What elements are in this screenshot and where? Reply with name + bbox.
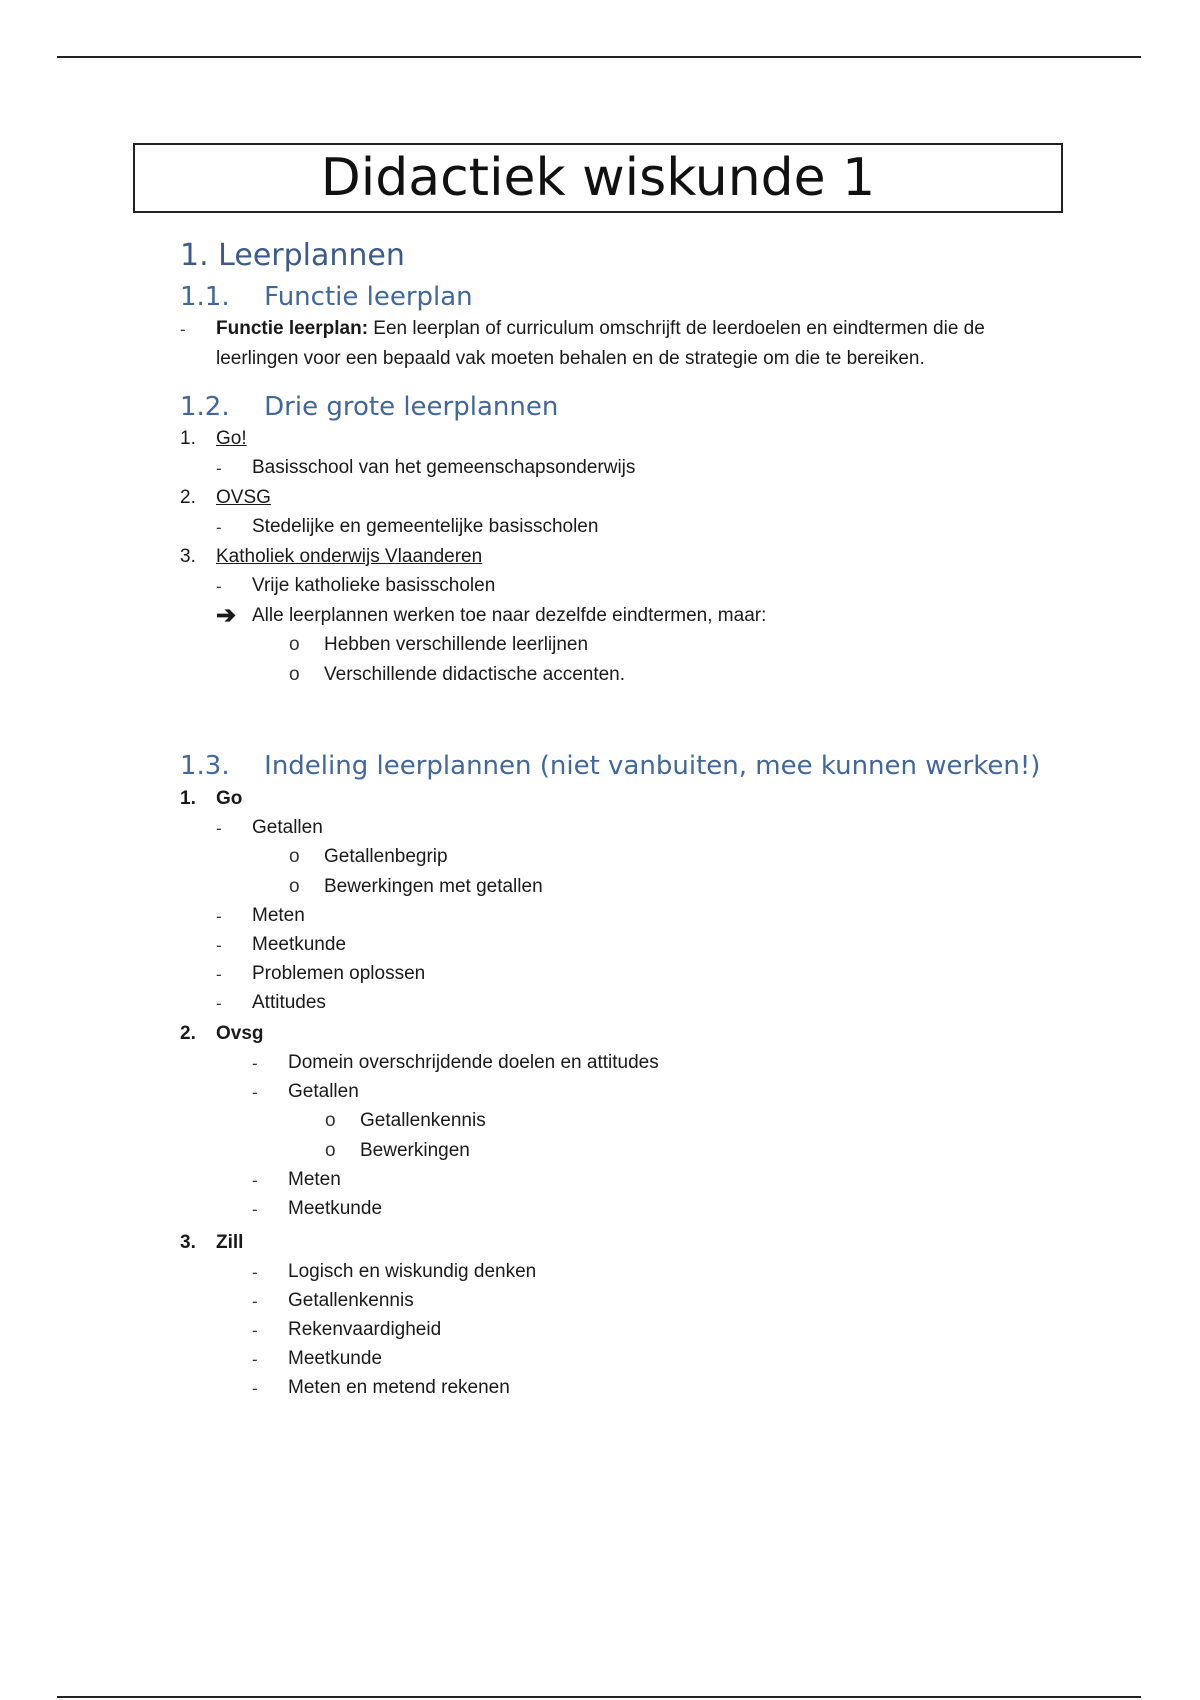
bullet-dash: - [252,1292,258,1311]
arrow-sub-item: Verschillende didactische accenten. [324,664,626,685]
bullet-dash: - [216,907,222,926]
bullet-dash: - [252,1200,258,1219]
definition-text: Een leerplan of curriculum omschrijft de leerdoelen en eindtermen die de [368,318,985,339]
ovsg-item: Meten [288,1169,341,1190]
zill-item: Rekenvaardigheid [288,1319,442,1340]
ovsg-item: Domein overschrijdende doelen en attitudes [288,1052,659,1073]
bullet-dash: - [216,965,222,984]
section-title: Drie grote leerplannen [264,392,559,422]
section-1-heading [180,238,405,273]
section-title: Functie leerplan [264,282,473,312]
header-rule [57,56,1141,58]
document-title: Didactiek wiskunde 1 [133,143,1063,213]
bullet-circle: o [289,634,300,655]
list-number: 3. [180,1232,196,1253]
bullet-dash: - [252,1379,258,1398]
go-item: Getallen [252,817,323,838]
section-title: Indeling leerplannen (niet vanbuiten, mee kunnen werken!) [264,751,1041,781]
zill-heading: Zill [216,1232,244,1253]
bullet-dash: - [252,1054,258,1073]
list-number: 1. [180,788,196,809]
bullet-circle: o [289,876,300,897]
bullet-dash: - [252,1171,258,1190]
bullet-dash: - [216,459,222,478]
zill-item: Meetkunde [288,1348,383,1369]
go-sub-item: Bewerkingen met getallen [324,876,543,897]
go-item: Problemen oplossen [252,963,426,984]
bullet-dash: - [216,994,222,1013]
go-item: Meten [252,905,305,926]
section-number: 1.3. [180,751,230,781]
bullet-circle: o [289,664,300,685]
arrow-right-icon: ➔ [216,602,237,629]
definition-line-1 [216,318,985,340]
go-heading: Go [216,788,243,809]
section-title: Leerplannen [218,238,405,273]
bullet-circle: o [325,1140,336,1161]
bullet-dash: - [252,1321,258,1340]
ovsg-heading: Ovsg [216,1023,264,1044]
curriculum-katholiek: Katholiek onderwijs Vlaanderen [216,546,483,567]
go-item: Meetkunde [252,934,347,955]
ovsg-item: Meetkunde [288,1198,383,1219]
bullet-circle: o [325,1110,336,1131]
ovsg-sub-item: Getallenkennis [360,1110,486,1131]
footer-rule [57,1696,1141,1698]
arrow-sub-item: Hebben verschillende leerlijnen [324,634,589,655]
section-1-2-heading [180,392,558,422]
bullet-dash: - [180,320,186,339]
curriculum-katholiek-desc: Vrije katholieke basisscholen [252,575,496,596]
arrow-text: Alle leerplannen werken toe naar dezelfde eindtermen, maar: [252,605,767,626]
bullet-dash: - [216,936,222,955]
definition-term: Functie leerplan: [216,318,369,339]
bullet-dash: - [216,577,222,596]
zill-item: Logisch en wiskundig denken [288,1261,537,1282]
bullet-dash: - [252,1263,258,1282]
go-item: Attitudes [252,992,326,1013]
list-number: 2. [180,487,196,508]
zill-item: Getallenkennis [288,1290,414,1311]
curriculum-ovsg-desc: Stedelijke en gemeentelijke basisscholen [252,516,599,537]
list-number: 2. [180,1023,196,1044]
bullet-dash: - [252,1350,258,1369]
section-number: 1. [180,238,209,273]
bullet-dash: - [216,819,222,838]
ovsg-item: Getallen [288,1081,359,1102]
zill-item: Meten en metend rekenen [288,1377,510,1398]
section-1-1-heading [180,282,473,312]
bullet-dash: - [252,1083,258,1102]
curriculum-go: Go! [216,428,247,449]
definition-line-2: leerlingen voor een bepaald vak moeten behalen en de strategie om die te bereiken. [216,348,925,369]
bullet-dash: - [216,518,222,537]
list-number: 3. [180,546,196,567]
section-number: 1.1. [180,282,230,312]
bullet-circle: o [289,846,300,867]
list-number: 1. [180,428,196,449]
go-sub-item: Getallenbegrip [324,846,448,867]
section-number: 1.2. [180,392,230,422]
curriculum-go-desc: Basisschool van het gemeenschapsonderwijs [252,457,636,478]
curriculum-ovsg: OVSG [216,487,271,508]
ovsg-sub-item: Bewerkingen [360,1140,470,1161]
section-1-3-heading [180,751,1040,781]
